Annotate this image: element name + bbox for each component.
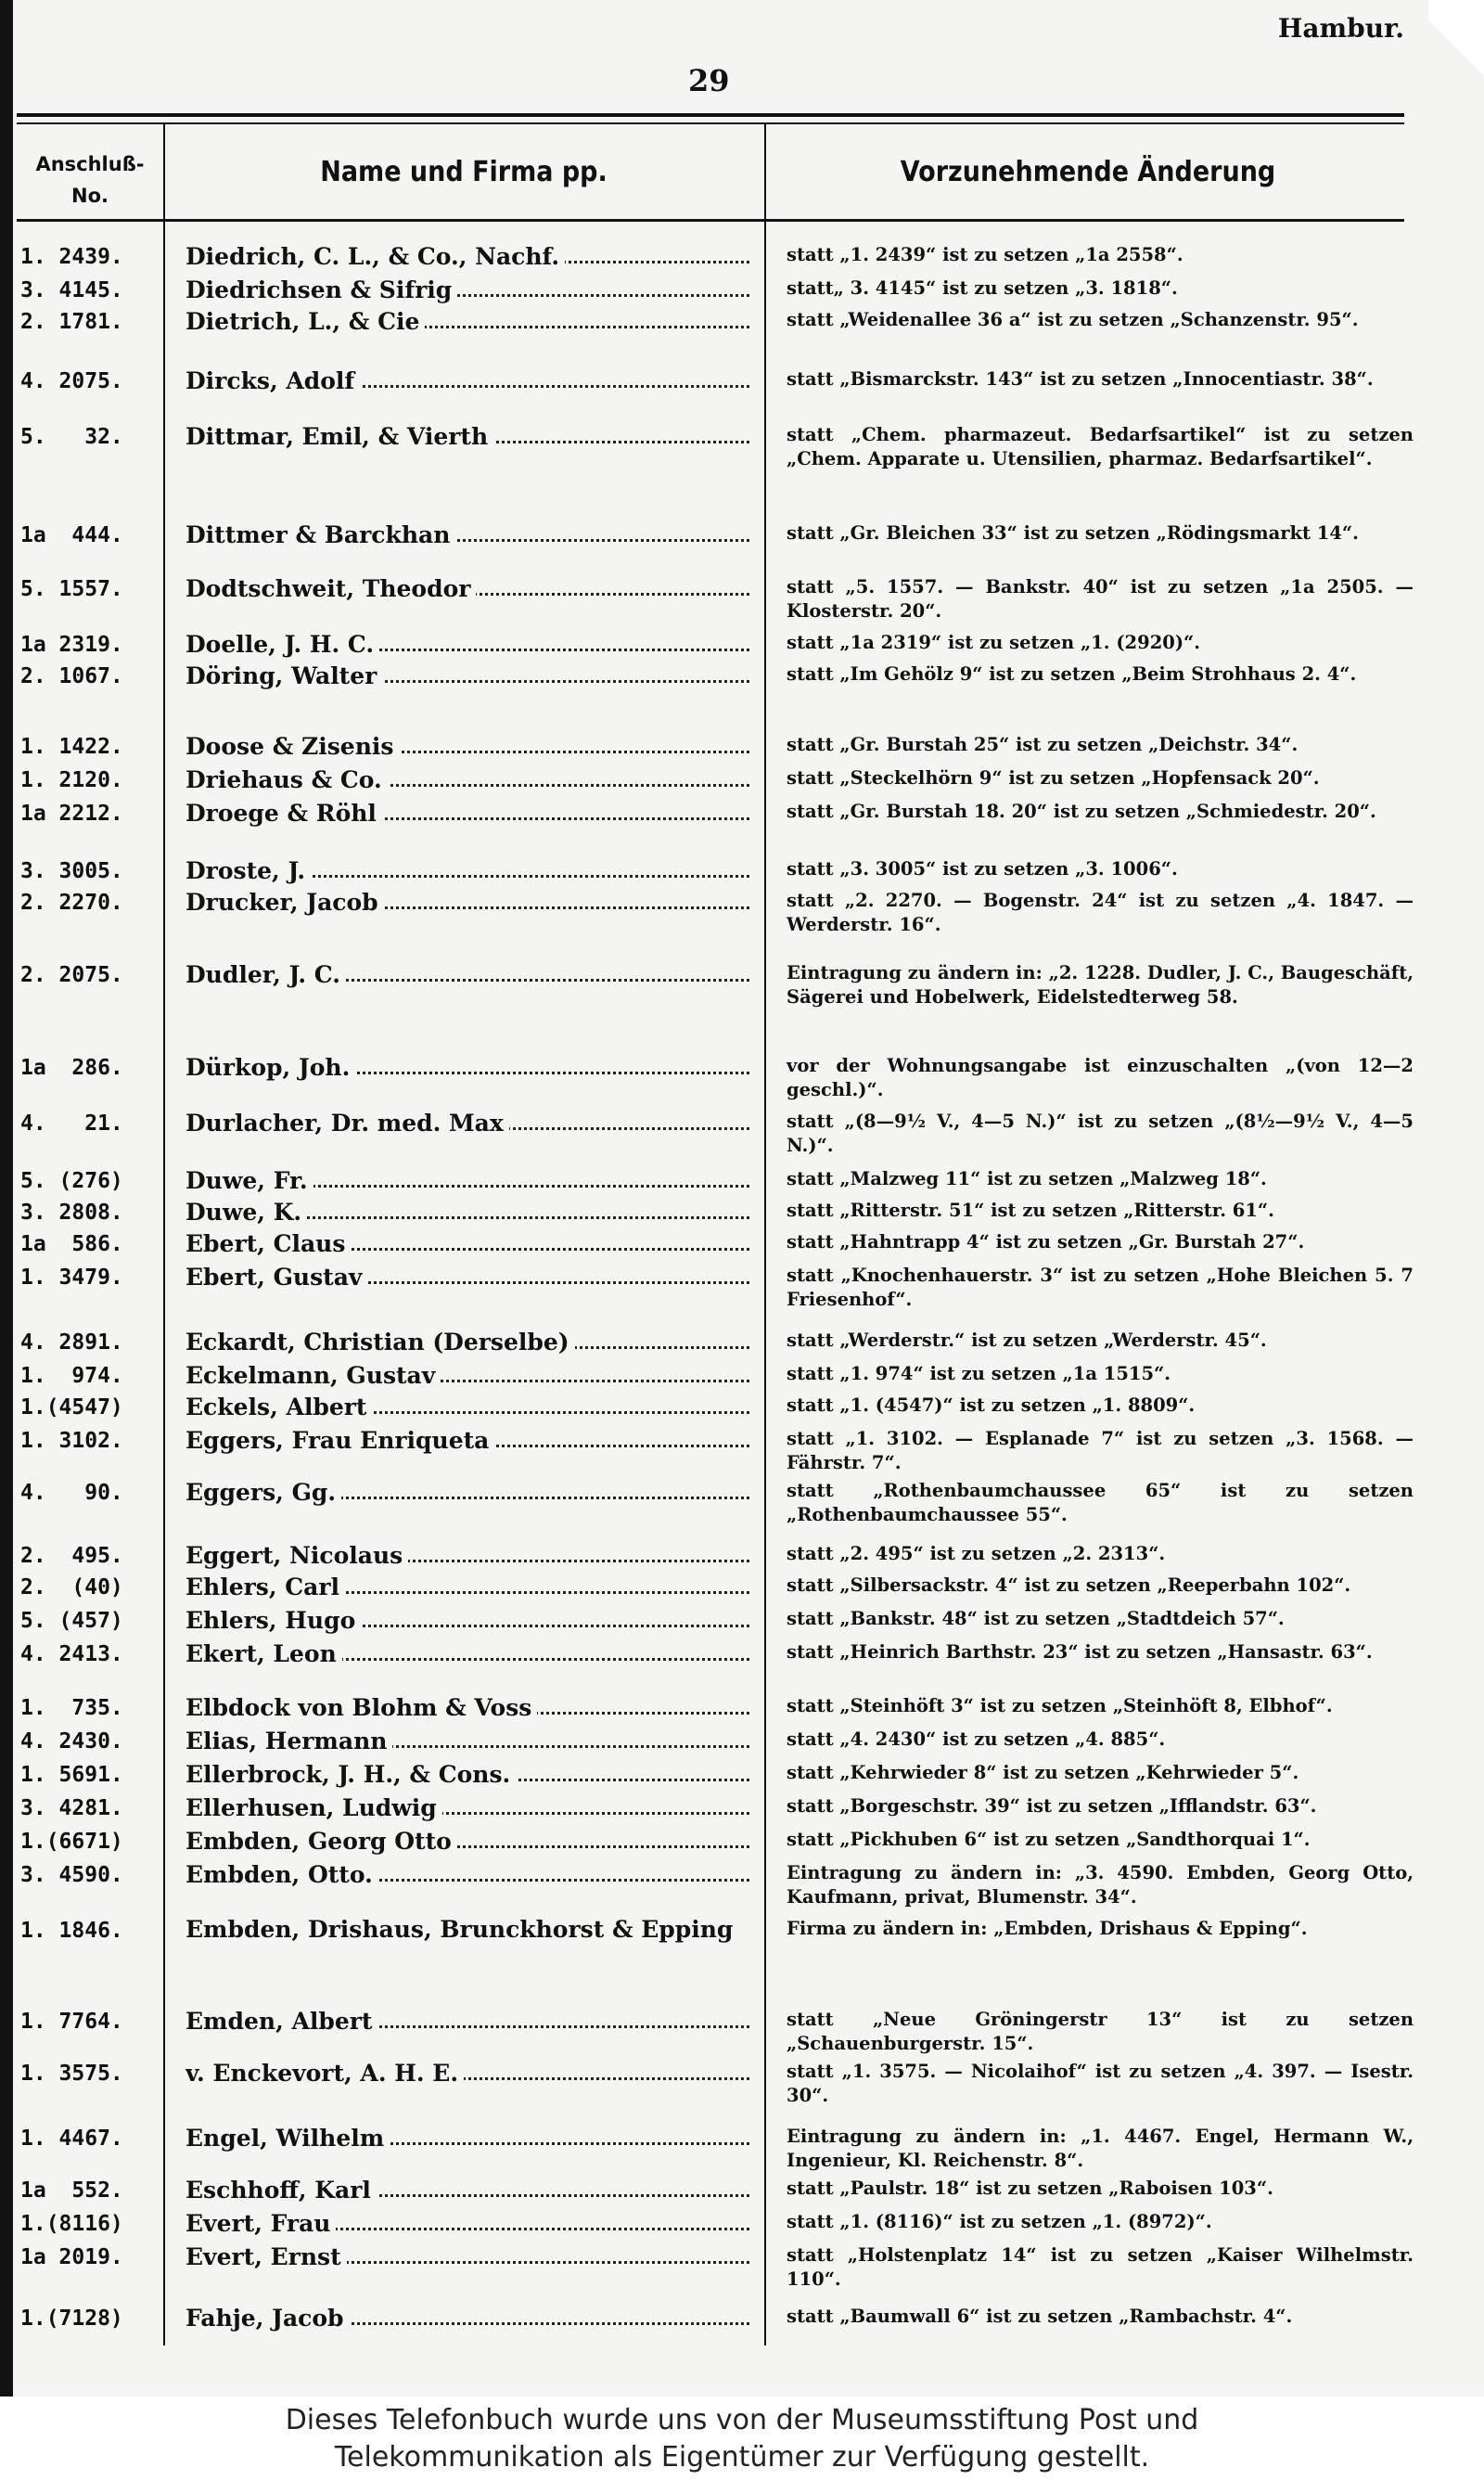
subscriber-name-text: Embden, Otto.	[186, 1861, 378, 1888]
subscriber-name-text: Ellerbrock, J. H., & Cons.	[186, 1761, 516, 1788]
connection-number: 1.(6671)	[20, 1830, 123, 1854]
subscriber-name	[186, 2210, 749, 2238]
change-instruction: statt „Kehrwieder 8“ ist zu setzen „Kehrwieder 5“.	[787, 1762, 1299, 1783]
subscriber-name-text: Dietrich, L., & Cie	[186, 308, 425, 335]
change-instruction: statt „1. (4547)“ ist zu setzen „1. 8809“.	[787, 1394, 1196, 1416]
connection-number: 1. 2120.	[20, 768, 123, 792]
subscriber-name-text: Dircks, Adolf	[186, 367, 360, 394]
subscriber-name	[186, 1264, 749, 1291]
subscriber-name-text: Elias, Hermann	[186, 1728, 392, 1754]
change-instruction: statt „Ritterstr. 51“ ist zu setzen „Ritterstr. 61“.	[787, 1200, 1274, 1221]
connection-number: 1a 552.	[20, 2178, 123, 2203]
connection-number: 1a 2212.	[20, 802, 123, 826]
subscriber-name-text: Evert, Frau	[186, 2210, 336, 2237]
subscriber-name-text: Droste, J.	[186, 857, 311, 884]
subscriber-name	[186, 1362, 749, 1390]
change-instruction: statt „Gr. Burstah 18. 20“ ist zu setzen „Schmiedestr. 20“.	[787, 801, 1376, 822]
subscriber-name	[186, 1728, 749, 1755]
page-number: 29	[688, 63, 730, 98]
subscriber-name-text: Durlacher, Dr. med. Max	[186, 1110, 509, 1137]
subscriber-name	[186, 1054, 749, 1082]
change-instruction: statt „Paulstr. 18“ ist zu setzen „Raboisen 103“.	[787, 2178, 1273, 2199]
change-instruction: statt „Neue Gröningerstr 13“ ist zu setzen „Schauenburgerstr. 15“.	[787, 2009, 1414, 2054]
connection-number: 5. 1557.	[20, 577, 123, 601]
change-instruction: statt „Bankstr. 48“ ist zu setzen „Stadtdeich 57“.	[787, 1608, 1285, 1629]
change-instruction: statt „1a 2319“ ist zu setzen „1. (2920)“.	[787, 632, 1201, 653]
subscriber-name-text: v. Enckevort, A. H. E.	[186, 2060, 464, 2087]
subscriber-name-text: Engel, Wilhelm	[186, 2125, 390, 2152]
change-instruction: statt „1. 3102. — Esplanade 7“ ist zu setzen „3. 1568. — Fährstr. 7“.	[787, 1428, 1414, 1473]
change-instruction: statt „Chem. pharmazeut. Bedarfsartikel“ ist zu setzen „Chem. Apparate u. Utensilien, pharmaz. Bedarfsartikel“.	[787, 424, 1414, 469]
connection-number: 3. 4281.	[20, 1796, 123, 1820]
change-instruction: statt „Im Gehölz 9“ ist zu setzen „Beim Strohhaus 2. 4“.	[787, 663, 1357, 685]
subscriber-name-text: Eckelmann, Gustav	[186, 1362, 441, 1389]
change-instruction: Eintragung zu ändern in: „1. 4467. Engel, Hermann W., Ingenieur, Kl. Reichenstr. 8“.	[787, 2126, 1414, 2171]
connection-number: 4. 2075.	[20, 369, 123, 393]
subscriber-name-text: Ebert, Gustav	[186, 1264, 367, 1291]
change-instruction: statt „Baumwall 6“ ist zu setzen „Rambachstr. 4“.	[787, 2306, 1293, 2327]
subscriber-name-text: Ehlers, Carl	[186, 1574, 345, 1600]
subscriber-name	[186, 889, 749, 917]
change-instruction: statt „2. 495“ ist zu setzen „2. 2313“.	[787, 1543, 1166, 1564]
connection-number: 1. 3575.	[20, 2062, 123, 2086]
subscriber-name-text: Eggers, Frau Enriqueta	[186, 1427, 494, 1454]
change-instruction: statt „Heinrich Barthstr. 23“ ist zu setzen „Hansastr. 63“.	[787, 1641, 1373, 1663]
connection-number: 3. 3005.	[20, 859, 123, 883]
subscriber-name-text: Dürkop, Joh.	[186, 1054, 355, 1081]
subscriber-name-text: Evert, Ernst	[186, 2243, 347, 2270]
subscriber-name	[186, 1329, 749, 1356]
subscriber-name	[186, 2177, 749, 2204]
change-instruction: statt „Knochenhauerstr. 3“ ist zu setzen „Hohe Bleichen 5. 7 Friesenhof“.	[787, 1265, 1414, 1310]
subscriber-name	[186, 243, 749, 271]
subscriber-name	[186, 1167, 749, 1195]
subscriber-name-text: Duwe, Fr.	[186, 1167, 313, 1194]
subscriber-name-text: Eggert, Nicolaus	[186, 1542, 408, 1569]
subscriber-name	[186, 1574, 749, 1601]
subscriber-name-text: Dittmer & Barckhan	[186, 521, 455, 548]
connection-number: 1.(8116)	[20, 2212, 123, 2236]
change-instruction: statt „1. 2439“ ist zu setzen „1a 2558“.	[787, 244, 1183, 265]
subscriber-name	[186, 2060, 749, 2088]
subscriber-name	[186, 631, 749, 659]
subscriber-name-text: Doelle, J. H. C.	[186, 631, 379, 658]
subscriber-name	[186, 857, 749, 885]
footer-line-1: Dieses Telefonbuch wurde uns von der Museumsstiftung Post und	[285, 2404, 1199, 2436]
subscriber-name-text: Diedrich, C. L., & Co., Nachf.	[186, 243, 565, 270]
connection-number: 1. 5691.	[20, 1763, 123, 1787]
change-instruction: statt „2. 2270. — Bogenstr. 24“ ist zu setzen „4. 1847. — Werderstr. 16“.	[787, 890, 1414, 935]
change-instruction: statt „Gr. Bleichen 33“ ist zu setzen „Rödingsmarkt 14“.	[787, 522, 1359, 544]
subscriber-name	[186, 1110, 749, 1137]
subscriber-name-text: Ebert, Claus	[186, 1230, 351, 1257]
change-instruction: statt „3. 3005“ ist zu setzen „3. 1006“.	[787, 858, 1178, 880]
change-instruction: statt „Holstenplatz 14“ ist zu setzen „Kaiser Wilhelmstr. 110“.	[787, 2244, 1414, 2290]
change-instruction: statt „Silbersackstr. 4“ ist zu setzen „Reeperbahn 102“.	[787, 1574, 1351, 1596]
connection-number: 3. 2808.	[20, 1201, 123, 1225]
connection-number: 1. 1422.	[20, 735, 123, 759]
change-instruction: Eintragung zu ändern in: „2. 1228. Dudler, J. C., Baugeschäft, Sägerei und Hobelwerk, Eidelstedterweg 58.	[787, 962, 1414, 1008]
subscriber-name-text: Dudler, J. C.	[186, 961, 346, 988]
subscriber-name	[186, 1640, 749, 1668]
change-instruction: statt „5. 1557. — Bankstr. 40“ ist zu setzen „1a 2505. — Klosterstr. 20“.	[787, 576, 1414, 622]
connection-number: 4. 2413.	[20, 1642, 123, 1666]
subscriber-name	[186, 2125, 749, 2152]
change-instruction: Eintragung zu ändern in: „3. 4590. Embden, Georg Otto, Kaufmann, privat, Blumenstr. 34“.	[787, 1862, 1414, 1908]
change-instruction: statt „1. (8116)“ ist zu setzen „1. (8972)“.	[787, 2211, 1212, 2232]
change-instruction: statt „Weidenallee 36 a“ ist zu setzen „Schanzenstr. 95“.	[787, 309, 1359, 330]
subscriber-name	[186, 1794, 749, 1822]
subscriber-name-text: Driehaus & Co.	[186, 766, 388, 793]
footer-line-2: Telekommunikation als Eigentümer zur Verfügung gestellt.	[334, 2441, 1150, 2474]
connection-number: 1. 1846.	[20, 1919, 123, 1943]
subscriber-name-text: Dittmar, Emil, & Vierth	[186, 423, 493, 450]
subscriber-name	[186, 1230, 749, 1258]
subscriber-name	[186, 575, 749, 603]
change-instruction: statt „Hahntrapp 4“ ist zu setzen „Gr. Burstah 27“.	[787, 1231, 1305, 1253]
subscriber-name-text: Eckels, Albert	[186, 1394, 372, 1420]
connection-number: 4. 90.	[20, 1481, 123, 1505]
subscriber-name	[186, 1917, 749, 1943]
change-instruction: Firma zu ändern in: „Embden, Drishaus & Epping“.	[787, 1918, 1308, 1939]
connection-number: 2. 2270.	[20, 891, 123, 915]
subscriber-name	[186, 662, 749, 690]
subscriber-name-text: Eggers, Gg.	[186, 1479, 341, 1506]
subscriber-name	[186, 308, 749, 336]
column-header-number-line1: Anschluß-	[35, 153, 145, 175]
connection-number: 3. 4590.	[20, 1863, 123, 1887]
connection-number: 1. 3479.	[20, 1266, 123, 1290]
change-instruction: statt „4. 2430“ ist zu setzen „4. 885“.	[787, 1728, 1166, 1750]
change-instruction: statt „Steckelhörn 9“ ist zu setzen „Hopfensack 20“.	[787, 767, 1320, 789]
subscriber-name	[186, 1394, 749, 1421]
subscriber-name	[186, 2008, 749, 2036]
city-heading: Hambur.	[1277, 13, 1404, 44]
change-instruction: statt „1. 974“ ist zu setzen „1a 1515“.	[787, 1363, 1171, 1384]
subscriber-name	[186, 1861, 749, 1889]
connection-number: 1a 2019.	[20, 2245, 123, 2269]
change-instruction: statt „Malzweg 11“ ist zu setzen „Malzweg 18“.	[787, 1168, 1267, 1189]
connection-number: 2. 1781.	[20, 310, 123, 334]
connection-number: 1. 2439.	[20, 245, 123, 269]
subscriber-name	[186, 367, 749, 395]
subscriber-name	[186, 2305, 749, 2332]
connection-number: 1a 586.	[20, 1232, 123, 1256]
connection-number: 1.(4547)	[20, 1395, 123, 1420]
subscriber-name	[186, 1479, 749, 1507]
change-instruction: statt „Bismarckstr. 143“ ist zu setzen „Innocentiastr. 38“.	[787, 368, 1374, 390]
subscriber-name-text: Ekert, Leon	[186, 1640, 342, 1667]
connection-number: 4. 21.	[20, 1112, 123, 1136]
connection-number: 1a 286.	[20, 1056, 123, 1080]
connection-number: 1. 974.	[20, 1364, 123, 1388]
subscriber-name-text: Eckardt, Christian (Derselbe)	[186, 1329, 575, 1356]
subscriber-name-text: Duwe, K.	[186, 1199, 307, 1226]
subscriber-name	[186, 1828, 749, 1856]
connection-number: 2. 1067.	[20, 664, 123, 688]
subscriber-name	[186, 1542, 749, 1570]
change-instruction: statt „Borgeschstr. 39“ ist zu setzen „Ifflandstr. 63“.	[787, 1795, 1317, 1817]
subscriber-name-text: Drucker, Jacob	[186, 889, 384, 916]
subscriber-name-text: Emden, Albert	[186, 2008, 377, 2035]
connection-number: 1.(7128)	[20, 2307, 123, 2331]
change-instruction: statt „Steinhöft 3“ ist zu setzen „Steinhöft 8, Elbhof“.	[787, 1695, 1333, 1716]
footer-note	[0, 2396, 1484, 2480]
subscriber-name-text: Embden, Georg Otto	[186, 1828, 457, 1855]
subscriber-name	[186, 961, 749, 989]
subscriber-name-text: Elbdock von Blohm & Voss	[186, 1694, 537, 1721]
change-instruction: statt „Rothenbaumchaussee 65“ ist zu setzen „Rothenbaumchaussee 55“.	[787, 1480, 1414, 1525]
column-header-change: Vorzunehmende Änderung	[900, 156, 1276, 188]
subscriber-name	[186, 423, 749, 451]
subscriber-name-text: Dodtschweit, Theodor	[186, 575, 476, 602]
subscriber-name-text: Döring, Walter	[186, 662, 382, 689]
subscriber-name	[186, 1607, 749, 1635]
subscriber-name	[186, 1199, 749, 1227]
connection-number: 5. (457)	[20, 1609, 123, 1633]
subscriber-name	[186, 1427, 749, 1455]
subscriber-name-text: Ehlers, Hugo	[186, 1607, 361, 1634]
change-instruction: statt „(8—9½ V., 4—5 N.)“ ist zu setzen „(8½—9½ V., 4—5 N.)“.	[787, 1111, 1414, 1156]
subscriber-name-text: Diedrichsen & Sifrig	[186, 276, 457, 303]
connection-number: 1. 3102.	[20, 1429, 123, 1453]
connection-number: 4. 2891.	[20, 1330, 123, 1355]
connection-number: 1a 444.	[20, 523, 123, 547]
connection-number: 3. 4145.	[20, 278, 123, 302]
connection-number: 5. 32.	[20, 425, 123, 449]
connection-number: 2. 2075.	[20, 963, 123, 987]
connection-number: 1a 2319.	[20, 633, 123, 657]
connection-number: 2. 495.	[20, 1544, 123, 1568]
subscriber-name	[186, 1761, 749, 1789]
connection-number: 5. (276)	[20, 1169, 123, 1193]
subscriber-name-text: Embden, Drishaus, Brunckhorst & Epping	[186, 1917, 738, 1943]
column-header-name: Name und Firma pp.	[320, 156, 608, 188]
subscriber-name	[186, 733, 749, 761]
subscriber-name	[186, 800, 749, 828]
subscriber-name-text: Fahje, Jacob	[186, 2305, 350, 2332]
connection-number: 4. 2430.	[20, 1729, 123, 1754]
change-instruction: statt „Pickhuben 6“ ist zu setzen „Sandthorquai 1“.	[787, 1829, 1311, 1850]
connection-number: 1. 7764.	[20, 2010, 123, 2034]
change-instruction: statt „1. 3575. — Nicolaihof“ ist zu setzen „4. 397. — Isestr. 30“.	[787, 2061, 1414, 2106]
subscriber-name	[186, 1694, 749, 1722]
subscriber-name-text: Ellerhusen, Ludwig	[186, 1794, 442, 1821]
subscriber-name	[186, 2243, 749, 2271]
change-instruction: statt„ 3. 4145“ ist zu setzen „3. 1818“.	[787, 277, 1178, 299]
connection-number: 1. 735.	[20, 1696, 123, 1720]
connection-number: 2. (40)	[20, 1575, 123, 1600]
subscriber-name-text: Eschhoff, Karl	[186, 2177, 377, 2204]
subscriber-name-text: Droege & Röhl	[186, 800, 382, 827]
column-header-number-line2: No.	[71, 185, 109, 207]
subscriber-name	[186, 521, 749, 549]
change-instruction: statt „Gr. Burstah 25“ ist zu setzen „Deichstr. 34“.	[787, 734, 1298, 755]
connection-number: 1. 4467.	[20, 2127, 123, 2151]
subscriber-name	[186, 276, 749, 304]
change-instruction: statt „Werderstr.“ ist zu setzen „Werderstr. 45“.	[787, 1330, 1267, 1351]
subscriber-name	[186, 766, 749, 794]
change-instruction: vor der Wohnungsangabe ist einzuschalten „(von 12—2 geschl.)“.	[787, 1055, 1414, 1100]
subscriber-name-text: Doose & Zisenis	[186, 733, 399, 760]
